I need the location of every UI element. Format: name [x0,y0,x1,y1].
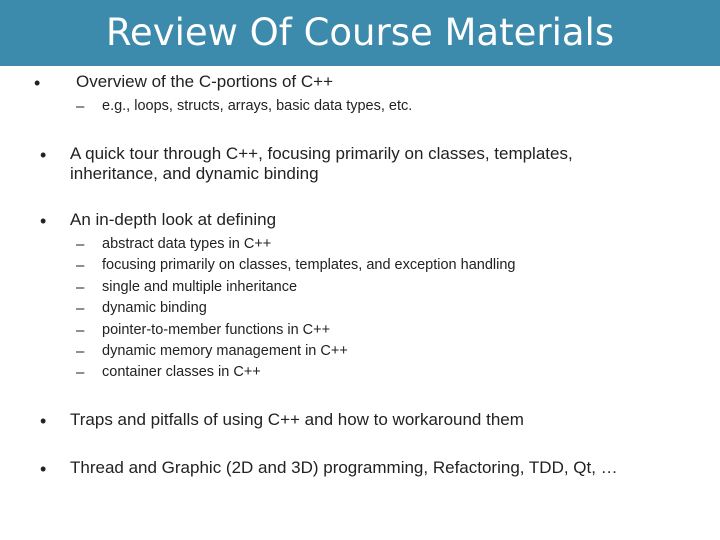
sub-item [76,320,330,341]
bullet-item [34,72,333,94]
dash-glyph: – [76,321,85,339]
slide-title: Review Of Course Materials [105,11,615,54]
bullet-text: A quick tour through C++, focusing primarily on classes, templates, inheritance, and dynamic binding [70,144,573,183]
bullet-glyph: • [34,73,41,93]
dash-glyph: – [76,300,85,318]
sub-item-text: abstract data types in C++ [102,236,272,252]
bullet-glyph: • [40,145,47,165]
sub-item-text: single and multiple inheritance [102,278,298,295]
sub-item [76,96,412,117]
bullet-text: Overview of the C-portions of C++ [76,72,334,91]
bullet-item [40,458,618,480]
dash-glyph: – [76,257,85,275]
sub-item-text: dynamic memory management in C++ [102,343,348,359]
sub-item-text: container classes in C++ [102,364,261,381]
bullet-text: Traps and pitfalls of using C++ and how to workaround them [70,410,524,429]
bullet-item [40,210,276,232]
sub-item-text: dynamic binding [102,300,207,317]
dash-glyph: – [76,236,85,253]
sub-item [76,277,297,298]
dash-glyph: – [76,364,85,382]
sub-item-text: e.g., loops, structs, arrays, basic data types, etc. [102,98,413,114]
bullet-text: An in-depth look at defining [70,210,277,229]
bullet-glyph: • [40,211,47,231]
bullet-item [40,410,524,432]
dash-glyph: – [76,98,85,115]
sub-item-text: pointer-to-member functions in C++ [102,321,331,338]
bullet-glyph: • [40,411,47,431]
bullet-glyph: • [40,459,47,479]
sub-item [76,298,207,319]
sub-item [76,255,515,276]
bullet-item [40,144,640,184]
dash-glyph: – [76,343,85,360]
sub-item [76,234,271,255]
dash-glyph: – [76,278,85,296]
sub-item-text: focusing primarily on classes, templates, and exception handling [102,257,516,274]
bullet-text: Thread and Graphic (2D and 3D) programming, Refactoring, TDD, Qt, … [70,458,618,477]
sub-item [76,341,348,362]
sub-item [76,362,261,383]
